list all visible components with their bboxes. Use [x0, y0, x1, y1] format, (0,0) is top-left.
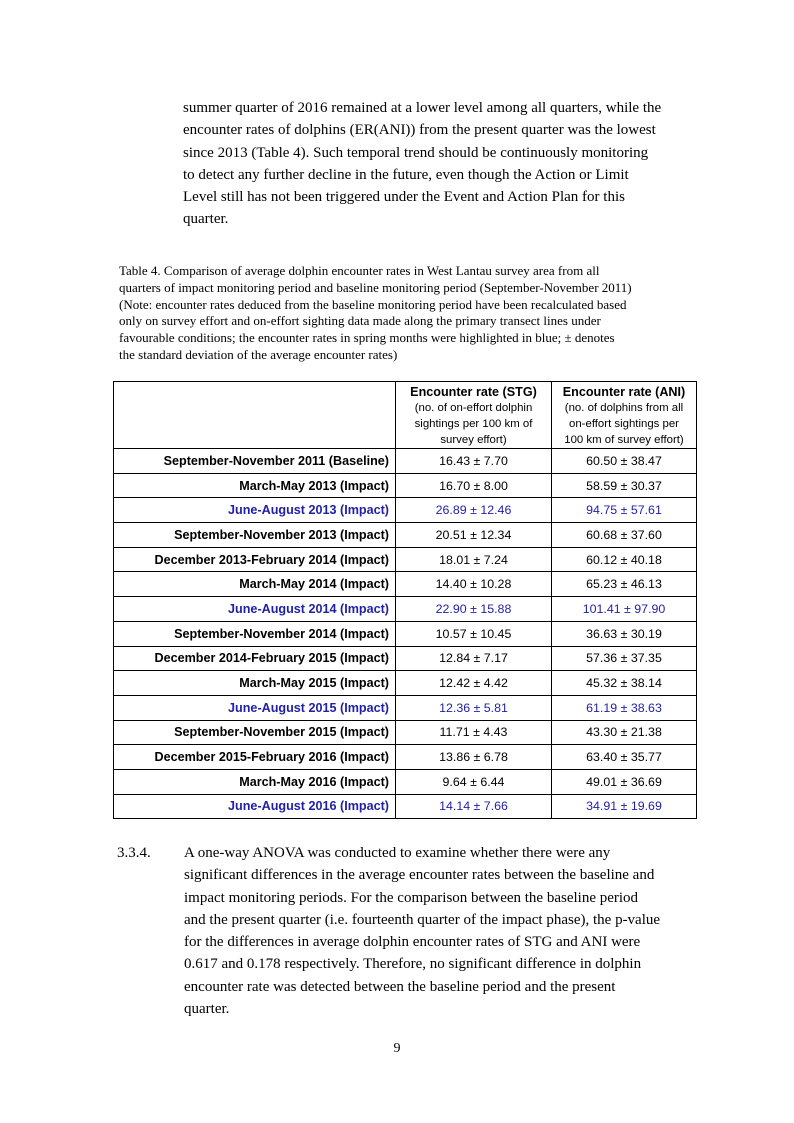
top-paragraph: [183, 97, 703, 231]
ani-cell: 60.68 ± 37.60: [552, 523, 697, 548]
period-cell: June-August 2014 (Impact): [114, 597, 396, 622]
header-ani-sub: on-effort sightings per: [569, 418, 679, 430]
period-cell: September-November 2011 (Baseline): [114, 449, 396, 474]
table-row: [114, 572, 697, 597]
paragraph-line: 0.617 and 0.178 respectively. Therefore, no significant difference in dolphin: [184, 956, 642, 973]
header-empty-cell: [114, 382, 396, 449]
stg-cell: 12.42 ± 4.42: [396, 671, 552, 696]
caption-line: Table 4. Comparison of average dolphin encounter rates in West Lantau survey area from all: [119, 263, 600, 278]
stg-cell: 26.89 ± 12.46: [396, 498, 552, 523]
paragraph-line: quarter.: [183, 211, 229, 228]
ani-cell: 57.36 ± 37.35: [552, 646, 697, 671]
caption-line: only on survey effort and on-effort sighting data made along the primary transect lines under: [119, 313, 601, 329]
period-cell: December 2014-February 2015 (Impact): [114, 646, 396, 671]
paragraph-line: encounter rate was detected between the baseline period and the present: [184, 978, 616, 995]
ani-cell: 65.23 ± 46.13: [552, 572, 697, 597]
table-row: [114, 621, 697, 646]
period-cell: December 2013-February 2014 (Impact): [114, 547, 396, 572]
ani-cell: 101.41 ± 97.90: [552, 597, 697, 622]
caption-line: quarters of impact monitoring period and baseline monitoring period (September-November 2011): [119, 279, 632, 295]
paragraph-line: to detect any further decline in the future, even though the Action or Limit: [183, 166, 629, 183]
page-number: 9: [393, 1041, 401, 1056]
header-stg-title: Encounter rate (STG): [410, 385, 537, 399]
period-cell: June-August 2015 (Impact): [114, 695, 396, 720]
stg-cell: 13.86 ± 6.78: [396, 745, 552, 770]
stg-cell: 16.43 ± 7.70: [396, 449, 552, 474]
table-header-row: [114, 382, 697, 449]
bottom-paragraph-text: [184, 842, 724, 1020]
period-cell: June-August 2016 (Impact): [114, 794, 396, 819]
table-row: [114, 473, 697, 498]
stg-cell: 10.57 ± 10.45: [396, 621, 552, 646]
header-stg-sub: sightings per 100 km of: [414, 418, 533, 430]
table-row: [114, 597, 697, 622]
ani-cell: 43.30 ± 21.38: [552, 720, 697, 745]
period-cell: September-November 2013 (Impact): [114, 523, 396, 548]
table-row: [114, 671, 697, 696]
header-stg: [396, 382, 552, 449]
paragraph-line: A one-way ANOVA was conducted to examine whether there were any: [184, 845, 611, 861]
header-ani-sub: (no. of dolphins from all: [564, 402, 684, 414]
paragraph-line: and the present quarter (i.e. fourteenth quarter of the impact phase), the p-value: [184, 911, 661, 928]
header-ani: [552, 382, 697, 449]
stg-cell: 22.90 ± 15.88: [396, 597, 552, 622]
ani-cell: 60.12 ± 40.18: [552, 547, 697, 572]
paragraph-line: Level still has not been triggered under the Event and Action Plan for this: [183, 189, 625, 206]
period-cell: September-November 2014 (Impact): [114, 621, 396, 646]
stg-cell: 18.01 ± 7.24: [396, 547, 552, 572]
header-stg-sub: survey effort): [440, 434, 507, 446]
table-row: [114, 769, 697, 794]
table-row: [114, 449, 697, 474]
paragraph-line: significant differences in the average encounter rates between the baseline and: [184, 867, 655, 884]
stg-cell: 14.40 ± 10.28: [396, 572, 552, 597]
caption-line: the standard deviation of the average encounter rates): [119, 346, 398, 362]
period-cell: March-May 2015 (Impact): [114, 671, 396, 696]
paragraph-line: for the differences in average dolphin encounter rates of STG and ANI were: [184, 934, 641, 951]
period-cell: September-November 2015 (Impact): [114, 720, 396, 745]
table-row: [114, 695, 697, 720]
period-cell: March-May 2013 (Impact): [114, 473, 396, 498]
table-body: [114, 449, 697, 819]
stg-cell: 20.51 ± 12.34: [396, 523, 552, 548]
table-row: [114, 720, 697, 745]
period-cell: December 2015-February 2016 (Impact): [114, 745, 396, 770]
ani-cell: 61.19 ± 38.63: [552, 695, 697, 720]
header-ani-title: Encounter rate (ANI): [562, 385, 686, 399]
ani-cell: 58.59 ± 30.37: [552, 473, 697, 498]
period-cell: March-May 2016 (Impact): [114, 769, 396, 794]
stg-cell: 14.14 ± 7.66: [396, 794, 552, 819]
table-row: [114, 498, 697, 523]
stg-cell: 12.36 ± 5.81: [396, 695, 552, 720]
table-row: [114, 745, 697, 770]
paragraph-line: impact monitoring periods. For the comparison between the baseline period: [184, 889, 639, 906]
section-number: 3.3.4.: [117, 845, 151, 861]
table-caption: [119, 263, 719, 364]
ani-cell: 36.63 ± 30.19: [552, 621, 697, 646]
caption-line: favourable conditions; the encounter rates in spring months were highlighted in blue; ± denotes: [119, 330, 615, 346]
encounter-rate-table: [113, 381, 697, 819]
caption-line: (Note: encounter rates deduced from the baseline monitoring period have been recalculated based: [119, 296, 627, 312]
ani-cell: 49.01 ± 36.69: [552, 769, 697, 794]
paragraph-line: summer quarter of 2016 remained at a lower level among all quarters, while the: [183, 100, 662, 116]
table-row: [114, 523, 697, 548]
ani-cell: 63.40 ± 35.77: [552, 745, 697, 770]
stg-cell: 11.71 ± 4.43: [396, 720, 552, 745]
ani-cell: 45.32 ± 38.14: [552, 671, 697, 696]
stg-cell: 12.84 ± 7.17: [396, 646, 552, 671]
period-cell: June-August 2013 (Impact): [114, 498, 396, 523]
ani-cell: 94.75 ± 57.61: [552, 498, 697, 523]
paragraph-line: quarter.: [184, 1001, 230, 1018]
table-row: [114, 646, 697, 671]
paragraph-line: since 2013 (Table 4). Such temporal trend should be continuously monitoring: [183, 144, 649, 161]
header-ani-sub: 100 km of survey effort): [564, 434, 684, 446]
stg-cell: 16.70 ± 8.00: [396, 473, 552, 498]
table-row: [114, 547, 697, 572]
header-stg-sub: (no. of on-effort dolphin: [414, 402, 533, 414]
table-row: [114, 794, 697, 819]
period-cell: March-May 2014 (Impact): [114, 572, 396, 597]
ani-cell: 60.50 ± 38.47: [552, 449, 697, 474]
ani-cell: 34.91 ± 19.69: [552, 794, 697, 819]
paragraph-line: encounter rates of dolphins (ER(ANI)) from the present quarter was the lowest: [183, 122, 656, 139]
stg-cell: 9.64 ± 6.44: [396, 769, 552, 794]
